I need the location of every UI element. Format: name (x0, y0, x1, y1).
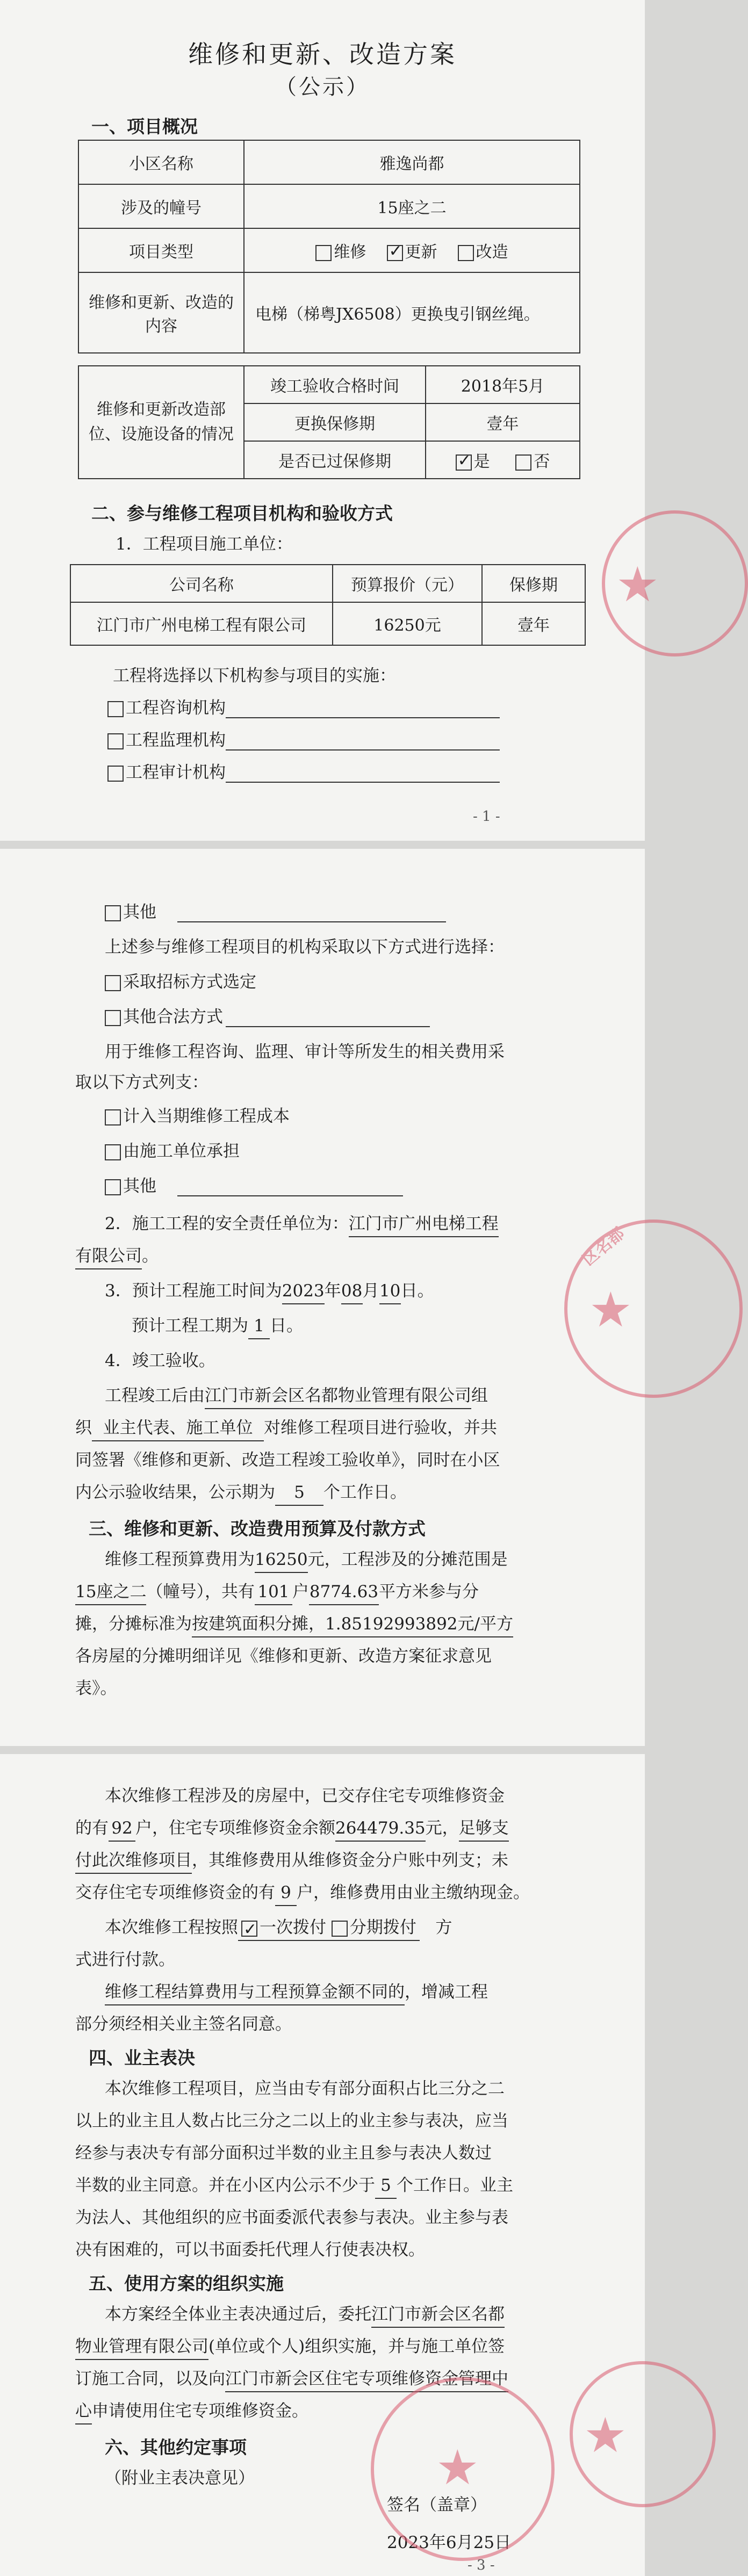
impl-line-1: 本方案经全体业主表决通过后，委托江门市新会区名都 (105, 2302, 505, 2328)
checked-checkbox-icon (387, 245, 403, 261)
doc-title: 维修和更新、改造方案 (188, 40, 457, 69)
checkbox-icon (105, 1010, 121, 1026)
building-label: 涉及的幢号 (78, 184, 244, 228)
accept-heading: 4．竣工验收。 (105, 1351, 215, 1370)
checked-checkbox-icon (241, 1921, 257, 1937)
org-audit: 工程审计机构 (107, 760, 226, 785)
select-other: 其他合法方式 (105, 1005, 223, 1029)
budget-line-2: 15座之二（幢号），共有 101 户8774.63平方米参与分 (75, 1579, 479, 1605)
page-number: - 1 - (473, 809, 500, 825)
impl-line-2: 物业管理有限公司(单位或个人)组织实施，并与施工单位签 (75, 2334, 505, 2360)
other-org: 其他 (105, 900, 156, 925)
accept-time-label: 竣工验收合格时间 (244, 366, 426, 403)
section-5-heading: 五、使用方案的组织实施 (89, 2273, 284, 2294)
community-label: 小区名称 (78, 140, 244, 184)
section-6-heading: 六、其他约定事项 (105, 2437, 247, 2458)
community-value: 雅逸尚都 (244, 140, 580, 184)
period-line: 预计工程工期为 1 日。 (132, 1314, 303, 1339)
type-label: 项目类型 (78, 228, 244, 272)
safety-line-1: 2．施工工程的安全责任单位为：江门市广州电梯工程 (105, 1211, 499, 1237)
checkbox-icon (105, 1144, 121, 1160)
select-tender: 采取招标方式选定 (105, 970, 256, 994)
type-update: 更新 (405, 243, 437, 262)
page-number: - 3 - (468, 2557, 495, 2573)
vote-line-1: 本次维修工程项目，应当由专有部分面积占比三分之二 (105, 2079, 505, 2098)
vote-line-6: 决有困难的，可以书面委托代理人行使表决权。 (75, 2240, 425, 2260)
expired-no: 否 (534, 452, 550, 471)
impl-line-3: 订施工合同，以及向江门市新会区住宅专项维修资金管理中 (75, 2366, 508, 2392)
org-supervise: 工程监理机构 (107, 728, 226, 753)
fund-line-1: 本次维修工程涉及的房屋中，已交存住宅专项维修资金 (105, 1786, 505, 1806)
select-intro: 上述参与维修工程项目的机构采取以下方式进行选择： (105, 937, 505, 957)
checkbox-icon (107, 701, 124, 717)
unit-heading: 1．工程项目施工单位： (116, 535, 293, 554)
expired-options (426, 441, 580, 479)
accept-line-3: 同签署《维修和更新、改造工程竣工验收单》，同时在小区 (75, 1451, 500, 1470)
official-seal-icon: ★ (602, 510, 748, 656)
checkbox-icon (105, 1109, 121, 1125)
org-intro: 工程将选择以下机构参与项目的实施： (113, 666, 396, 686)
content-label: 维修和更新、改造的内容 (78, 272, 244, 353)
warranty-value: 壹年 (426, 403, 580, 441)
fee-option-2: 由施工单位承担 (105, 1139, 240, 1164)
fee-line-2: 取以下方式列支： (75, 1073, 208, 1092)
content-value: 电梯（梯粤JX6508）更换曳引钢丝绳。 (244, 272, 580, 353)
checkbox-icon (107, 733, 124, 749)
time-line: 3．预计工程施工时间为2023年08月10日。 (105, 1279, 434, 1304)
checkbox-icon (458, 245, 474, 261)
checked-checkbox-icon (456, 454, 472, 471)
company-cell: 江门市广州电梯工程有限公司 (70, 602, 333, 645)
fund-line-3: 付此次维修项目，其维修费用从维修资金分户账中列支；未 (75, 1848, 508, 1874)
impl-line-4: 心申请使用住宅专项维修资金。 (75, 2399, 308, 2425)
price-cell: 16250元 (333, 602, 482, 645)
attachment-note: （附业主表决意见） (105, 2469, 255, 2488)
official-seal-icon: ★ (570, 2361, 716, 2507)
signature-label: 签名（盖章） (387, 2495, 487, 2515)
document-page-3 (0, 1754, 645, 2576)
budget-line-1: 维修工程预算费用为16250元，工程涉及的分摊范围是 (105, 1547, 508, 1573)
accept-line-4: 内公示验收结果，公示期为 5 个工作日。 (75, 1480, 407, 1506)
fund-line-2: 的有 92 户，住宅专项维修资金余额264479.35元，足够支 (75, 1816, 509, 1842)
org-consult: 工程咨询机构 (107, 696, 226, 720)
facility-info-label: 维修和更新改造部位、设施设备的情况 (78, 366, 244, 479)
warranty-cell: 壹年 (482, 602, 585, 645)
expired-yes: 是 (473, 452, 490, 471)
checkbox-icon (105, 905, 121, 921)
document-page-1 (0, 0, 659, 841)
budget-line-3: 摊，分摊标准为按建筑面积分摊，1.85192993892元/平方 (75, 1612, 513, 1637)
price-header: 预算报价（元） (333, 565, 482, 602)
fee-line-1: 用于维修工程咨询、监理、审计等所发生的相关费用采 (105, 1042, 505, 1062)
official-seal-icon: ★ (371, 2377, 555, 2561)
budget-line-5: 表》。 (75, 1679, 117, 1698)
building-value: 15座之二 (244, 184, 580, 228)
fee-option-3: 其他 (105, 1174, 156, 1199)
doc-subtitle: （公示） (275, 75, 370, 99)
accept-line-2: 织 业主代表、施工单位 对维修工程项目进行验收，并共 (75, 1416, 497, 1441)
vote-line-4: 半数的业主同意。并在小区内公示不少于 5 个工作日。业主 (75, 2173, 513, 2199)
diff-line-1: 维修工程结算费用与工程预算金额不同的，增减工程 (105, 1980, 488, 2005)
type-options (244, 228, 580, 272)
diff-line-2: 部分须经相关业主签名同意。 (75, 2015, 292, 2034)
warranty-header: 保修期 (482, 565, 585, 602)
safety-line-2: 有限公司。 (75, 1244, 159, 1269)
document-page-2 (0, 849, 645, 1746)
checkbox-icon (515, 454, 531, 471)
checkbox-icon (315, 245, 332, 261)
warranty-label: 更换保修期 (244, 403, 426, 441)
fund-line-4: 交存住宅专项维修资金的有 9 户，维修费用由业主缴纳现金。 (75, 1880, 530, 1906)
construction-unit-table (70, 564, 586, 646)
section-3-heading: 三、维修和更新、改造费用预算及付款方式 (89, 1518, 426, 1539)
accept-time-value: 2018年5月 (426, 366, 580, 403)
sign-date: 2023年6月25日 (387, 2533, 512, 2552)
pay-line-1: 本次维修工程按照✓ 一次拨付 分期拨付 方 (105, 1915, 452, 1941)
section-1-heading: 一、项目概况 (91, 116, 198, 137)
fee-option-1: 计入当期维修工程成本 (105, 1104, 290, 1129)
vote-line-3: 经参与表决专有部分面积过半数的业主且参与表决人数过 (75, 2144, 492, 2163)
checkbox-icon (105, 975, 121, 991)
expired-label: 是否已过保修期 (244, 441, 426, 479)
pay-line-2: 式进行付款。 (75, 1950, 175, 1969)
project-overview-table (78, 140, 580, 353)
vote-line-2: 以上的业主且人数占比三分之二以上的业主参与表决，应当 (75, 2111, 508, 2131)
company-header: 公司名称 (70, 565, 333, 602)
accept-line-1: 工程竣工后由江门市新会区名都物业管理有限公司组 (105, 1383, 488, 1409)
official-seal-icon: ★ 区名都 (564, 1220, 743, 1398)
type-renovate: 改造 (476, 243, 508, 262)
type-repair: 维修 (334, 243, 366, 262)
facility-info-table (78, 365, 580, 479)
checkbox-icon (105, 1179, 121, 1195)
budget-line-4: 各房屋的分摊明细详见《维修和更新、改造方案征求意见 (75, 1647, 492, 1666)
section-4-heading: 四、业主表决 (89, 2047, 195, 2068)
vote-line-5: 为法人、其他组织的应书面委派代表参与表决。业主参与表 (75, 2208, 508, 2227)
checkbox-icon (332, 1921, 348, 1937)
section-2-heading: 二、参与维修工程项目机构和验收方式 (91, 503, 393, 524)
checkbox-icon (107, 766, 124, 782)
